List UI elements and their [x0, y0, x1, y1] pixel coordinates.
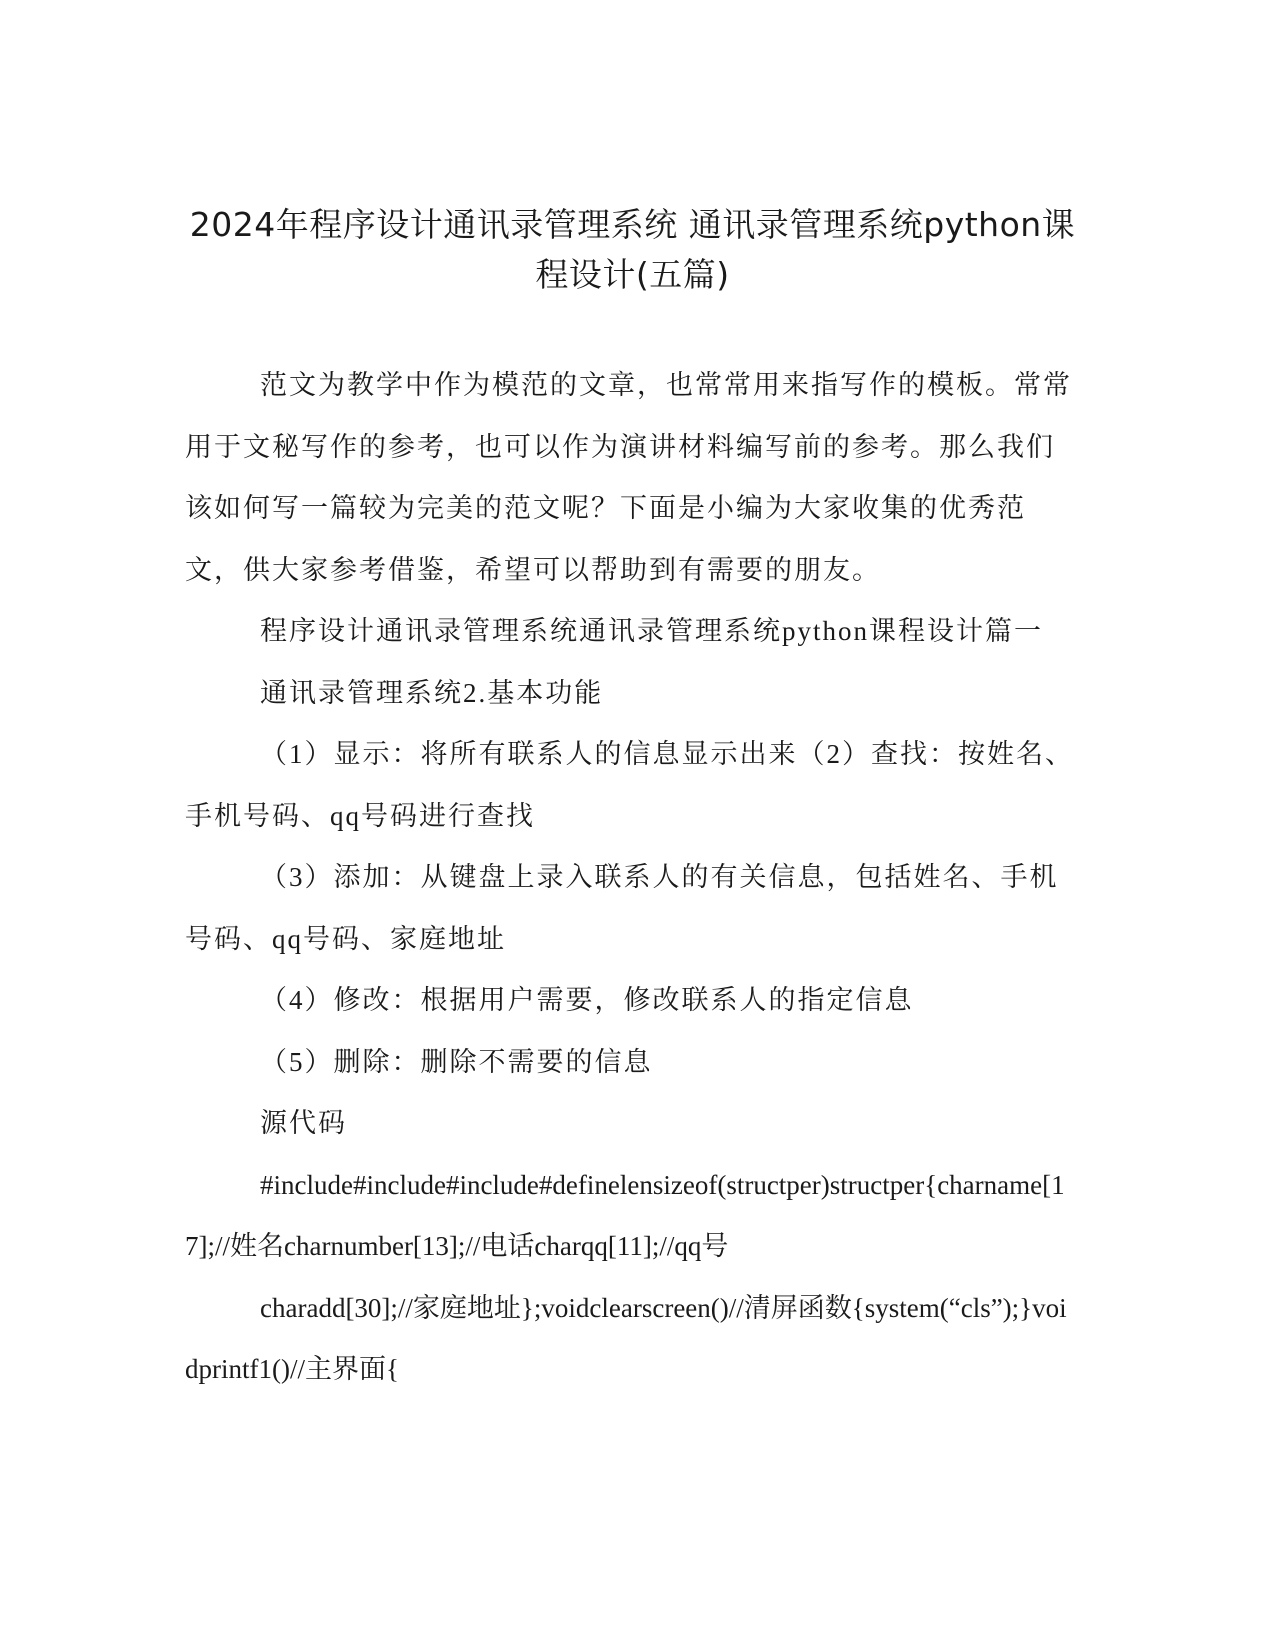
- source-code-heading: 源代码: [260, 1108, 347, 1138]
- section-heading: 程序设计通讯录管理系统通讯录管理系统python课程设计篇一: [260, 616, 1044, 646]
- function-item-display-search: （1）显示：将所有联系人的信息显示出来（2）查找：按姓名、手机号码、qq号码进行查找: [185, 739, 1074, 831]
- source-code-line-2: charadd[30];//家庭地址};voidclearscreen()//清屏函数{system(“cls”);}voidprintf1()//主界面{: [185, 1292, 1067, 1384]
- document-title: 2024年程序设计通讯录管理系统 通讯录管理系统python课程设计(五篇): [189, 205, 1076, 294]
- function-item-modify: （4）修改：根据用户需要，修改联系人的指定信息: [260, 985, 914, 1015]
- source-code-line-1: #include#include#include#definelensizeof(structper)structper{charname[17];//姓名charnumber[13];//电话charqq[11];//qq号: [185, 1169, 1065, 1261]
- document-body: [185, 355, 1080, 1401]
- intro-paragraph: 范文为教学中作为模范的文章，也常常用来指写作的模板。常常用于文秘写作的参考，也可以作为演讲材料编写前的参考。那么我们该如何写一篇较为完美的范文呢？下面是小编为大家收集的优秀范文，供大家参考借鉴，希望可以帮助到有需要的朋友。: [185, 370, 1072, 585]
- functions-heading: 通讯录管理系统2.基本功能: [260, 677, 604, 708]
- function-item-delete: （5）删除：删除不需要的信息: [260, 1046, 653, 1077]
- function-item-add: （3）添加：从键盘上录入联系人的有关信息，包括姓名、手机号码、qq号码、家庭地址: [185, 862, 1059, 954]
